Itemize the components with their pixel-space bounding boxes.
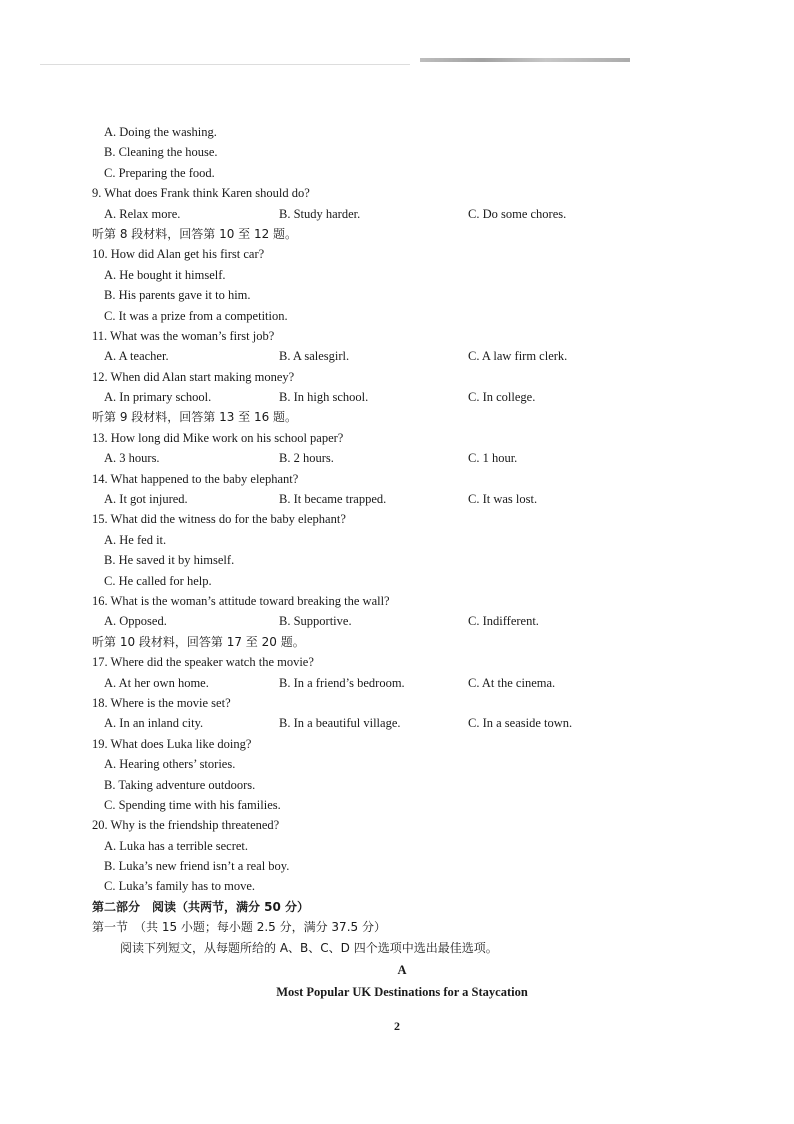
- answer-option: C. Luka’s family has to move.: [104, 879, 256, 894]
- option-c: C. It was lost.: [468, 492, 538, 507]
- answer-option: A. Hearing others’ stories.: [104, 757, 236, 772]
- answer-option: A. He fed it.: [104, 532, 167, 547]
- question-stem: 11. What was the woman’s first job?: [92, 328, 275, 343]
- page-number: 2: [394, 1019, 400, 1033]
- section-instruction: 听第 8 段材料，回答第 10 至 12 题。: [92, 226, 298, 241]
- option-c: C. In college.: [468, 390, 536, 405]
- question-stem: 13. How long did Mike work on his school paper?: [92, 430, 344, 445]
- question-stem: 14. What happened to the baby elephant?: [92, 471, 299, 486]
- passage-title: Most Popular UK Destinations for a Staycation: [276, 985, 528, 1000]
- option-c: C. 1 hour.: [468, 451, 518, 466]
- option-a: A. In primary school.: [104, 390, 212, 405]
- option-b: B. In a friend’s bedroom.: [279, 675, 405, 690]
- option-b: B. 2 hours.: [279, 451, 334, 466]
- options-row: [92, 204, 712, 224]
- answer-option: A. Doing the washing.: [104, 125, 217, 139]
- answer-option: A. Luka has a terrible secret.: [104, 838, 249, 853]
- option-b: B. In high school.: [279, 390, 369, 405]
- question-stem: 17. Where did the speaker watch the movie?: [92, 655, 314, 670]
- answer-option: B. Cleaning the house.: [104, 145, 218, 160]
- option-a: A. Relax more.: [104, 206, 181, 221]
- passage-letter: A: [397, 963, 407, 978]
- option-b: B. Supportive.: [279, 614, 352, 629]
- answer-option: B. His parents gave it to him.: [104, 288, 251, 303]
- question-stem: 18. Where is the movie set?: [92, 695, 231, 710]
- listening-questions: [92, 122, 712, 897]
- option-a: A. 3 hours.: [104, 451, 160, 466]
- question-stem: 15. What did the witness do for the baby elephant?: [92, 512, 346, 527]
- options-row: [92, 611, 712, 631]
- section-instruction: 听第 10 段材料，回答第 17 至 20 题。: [92, 634, 305, 649]
- option-c: C. In a seaside town.: [468, 716, 573, 731]
- options-row: [92, 713, 712, 733]
- options-row: [92, 387, 712, 407]
- options-row: [92, 448, 712, 468]
- option-c: C. At the cinema.: [468, 675, 556, 690]
- options-row: [92, 346, 712, 366]
- answer-option: C. Spending time with his families.: [104, 797, 281, 812]
- answer-option: C. He called for help.: [104, 573, 212, 588]
- reading-instruction: 阅读下列短文，从每题所给的 A、B、C、D 四个选项中选出最佳选项。: [120, 940, 498, 955]
- answer-option: C. Preparing the food.: [104, 165, 215, 180]
- option-a: A. It got injured.: [104, 492, 188, 507]
- exam-page-content: [92, 122, 712, 1003]
- question-stem: 12. When did Alan start making money?: [92, 369, 295, 384]
- option-b: B. Study harder.: [279, 206, 361, 221]
- question-stem: 16. What is the woman’s attitude toward breaking the wall?: [92, 593, 390, 608]
- question-stem: 9. What does Frank think Karen should do?: [92, 186, 310, 201]
- option-a: A. A teacher.: [104, 349, 169, 364]
- answer-option: B. Taking adventure outdoors.: [104, 777, 256, 792]
- part-two-heading: 第二部分 阅读（共两节，满分 50 分）: [92, 899, 310, 914]
- option-c: C. A law firm clerk.: [468, 349, 568, 364]
- option-c: C. Indifferent.: [468, 614, 539, 629]
- question-stem: 19. What does Luka like doing?: [92, 736, 252, 751]
- option-b: B. A salesgirl.: [279, 349, 350, 364]
- option-a: A. At her own home.: [104, 675, 209, 690]
- option-b: B. It became trapped.: [279, 492, 387, 507]
- option-c: C. Do some chores.: [468, 206, 567, 221]
- answer-option: A. He bought it himself.: [104, 267, 226, 282]
- question-stem: 20. Why is the friendship threatened?: [92, 818, 280, 833]
- scan-artifact-line: [40, 64, 410, 65]
- answer-option: B. Luka’s new friend isn’t a real boy.: [104, 859, 290, 874]
- answer-option: C. It was a prize from a competition.: [104, 308, 288, 323]
- scan-artifact-mark: [420, 58, 630, 62]
- question-stem: 10. How did Alan get his first car?: [92, 247, 265, 262]
- section-one-heading: 第一节 （共 15 小题；每小题 2.5 分，满分 37.5 分）: [92, 920, 386, 935]
- options-row: [92, 489, 712, 509]
- section-instruction: 听第 9 段材料，回答第 13 至 16 题。: [92, 410, 298, 425]
- option-b: B. In a beautiful village.: [279, 716, 401, 731]
- options-row: [92, 673, 712, 693]
- option-a: A. Opposed.: [104, 614, 167, 629]
- option-a: A. In an inland city.: [104, 716, 204, 731]
- answer-option: B. He saved it by himself.: [104, 553, 235, 568]
